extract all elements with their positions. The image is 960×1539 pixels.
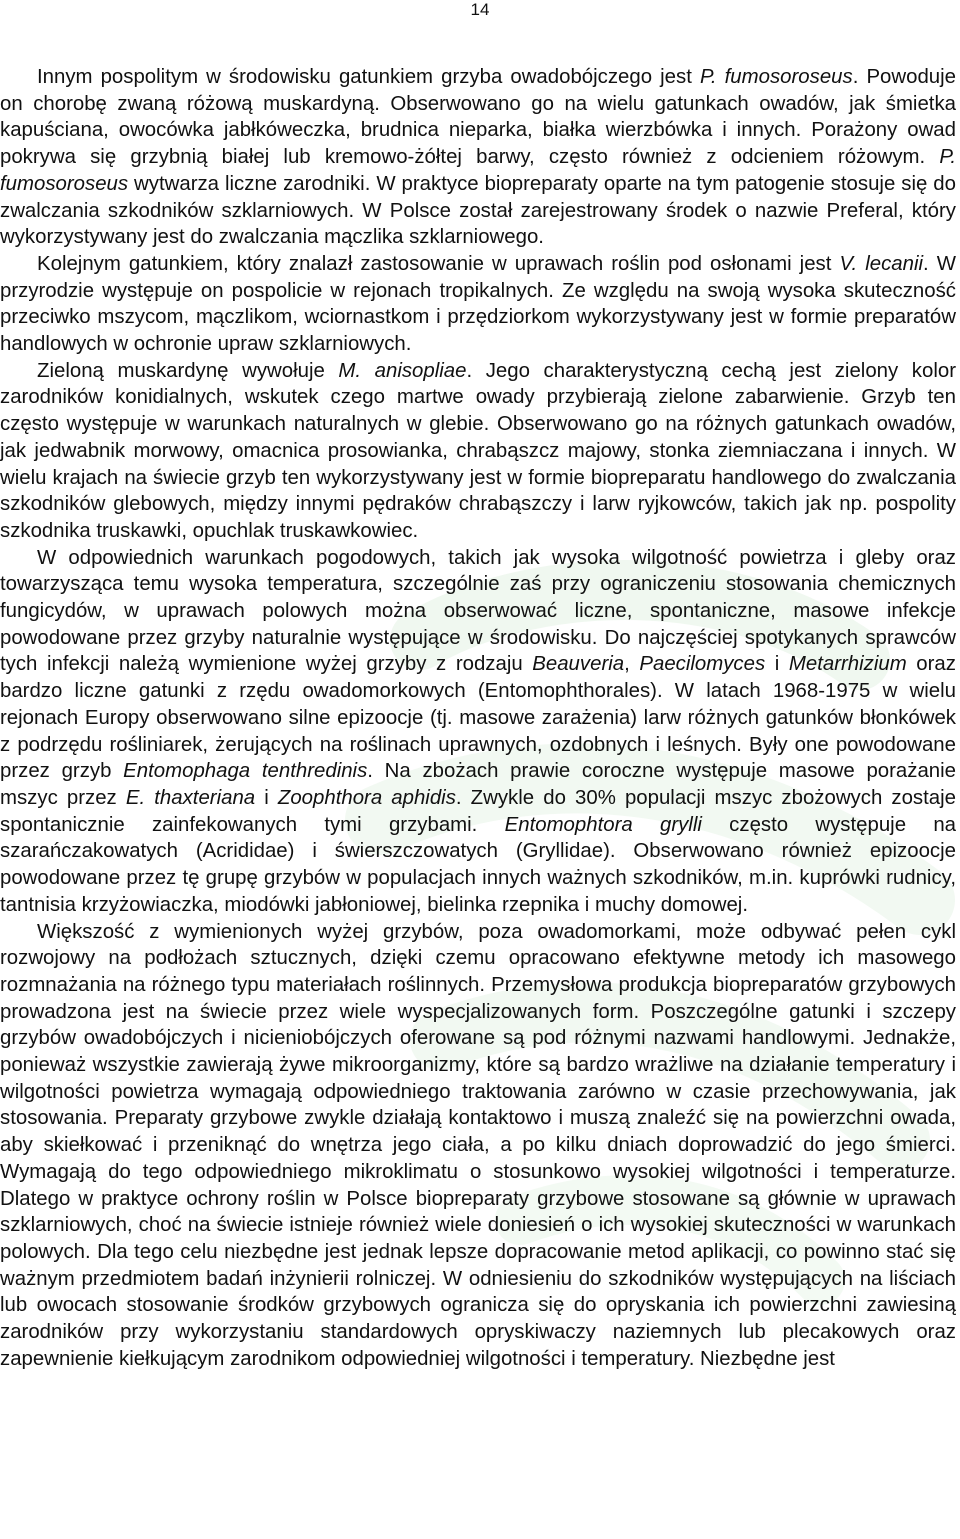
text-segment: oraz bardzo liczne gatunki z rzędu owadomorkowych (Entomophthorales). W latach 1968-1975 w wielu rejonach Europy obserwowano silne epizoocje (tj. masowe zarażenia) larw różnych gatunków błonkówek z podrzędu rośliniarek, żerujących na roślinach uprawnych, ozdobnych i leśnych. Były one powodowane przez grzyb (0, 653, 956, 783)
species-name: P. fumosoroseus (699, 66, 853, 88)
text-segment: Większość z wymienionych wyżej grzybów, poza owadomorkami, może odbywać pełen cykl rozwojowy na podłożach sztucznych, dzięki czemu opracowano efektywne metody ich masowego rozmnażania na różnego typu materiałach roślinnych. Przemysłowa produkcja biopreparatów grzybowych prowadzona jest na świecie przez wiele wyspecjalizowanych form. Poszczególne gatunki i szczepy grzybów owadobójczych i nicieniobójczych oferowane są pod różnymi nazwami handlowymi. Jednakże, ponieważ wszystkie zawierają żywe mikroorganizmy, które są bardzo wrażliwe na działanie temperatury i wilgotności powietrza wymagają odpowiedniego traktowania zarówno w czasie przechowywania, jak stosowania. Preparaty grzybowe zwykle działają kontaktowo i muszą znaleźć się na powierzchni owada, aby skiełkować i przeniknąć do wnętrza jego ciała, a po kilku dniach doprowadzić do jego śmierci. Wymagają do tego odpowiedniego mikroklimatu o stosunkowo wysokiej wilgotności i temperaturze. Dlatego w praktyce ochrony roślin w Polsce biopreparaty grzybowe stosowane są głównie w uprawach szklarniowych, choć na świecie istnieje również wiele doniesień o ich wysokiej skuteczności w warunkach polowych. Dla tego celu niezbędne jest jednak lepsze dopracowanie metod aplikacji, co powinno stać się ważnym przedmiotem badań inżynierii rolniczej. W odniesieniu do szkodników występujących na liściach lub owocach stosowanie środków grzybowych ogranicza się do opryskania ich powierzchni zawiesiną zarodników przy wykorzystaniu standardowych opryskiwaczy naziemnych lub plecakowych oraz zapewnienie kiełkującym zarodnikom odpowiedniej wilgotności i temperatury. Niezbędne jest (0, 920, 956, 1370)
text-segment: i (255, 786, 278, 809)
text-segment: wytwarza liczne zarodniki. W praktyce biopreparaty oparte na tym patogenie stosuje się do zwalczania szkodników szklarniowych. W Polsce został zarejestrowany środek o nazwie Preferal, który wykorzystywany jest do zwalczania mączlika szklarniowego. (0, 172, 956, 249)
text-segment: i (765, 653, 789, 676)
paragraph-2 (0, 251, 956, 358)
text-segment: . Na zbożach prawie coroczne występuje masowe porażanie mszyc przez (0, 760, 956, 809)
species-name: Metarrhizium (788, 653, 907, 676)
species-name: P. fumosoroseus (0, 146, 956, 195)
species-name: Paecilomyces (639, 653, 766, 676)
text-segment: . Zwykle do 30% populacji mszyc zbożowych zostaje spontanicznie zainfekowanych tymi grzybami. (0, 786, 956, 836)
species-name: Zoophthora aphidis (277, 786, 456, 809)
species-name: Beauveria (532, 653, 625, 676)
species-name: V. lecanii (839, 252, 924, 275)
text-segment: . Powoduje on chorobę zwaną różową muskardyną. Obserwowano go na wielu gatunkach owadów, jak śmietka kapuściana, owocówka jabłkóweczka, brudnica nieparka, białka wierzbówka i innych. Porażony owad pokrywa się grzybnią białej lub kremowo-żółtej barwy, często również z odcieniem różowym. (0, 66, 957, 169)
paragraph-1 (0, 64, 956, 251)
paragraph-4 (0, 545, 956, 919)
species-name: E. thaxteriana (125, 786, 256, 809)
text-segment: Zieloną muskardynę wywołuje (37, 359, 339, 382)
species-name: Entomophaga tenthredinis (123, 760, 368, 783)
page-number: 14 (470, 0, 490, 19)
text-segment: często występuje na szarańczakowatych (Acrididae) i świerszczowatych (Gryllidae). Obserwowano również epizoocje powodowane przez tę grupę grzybów w populacjach innych ważnych szkodników, m.in. kuprówki rudnicy, tantnisia krzyżowiaczka, miodówki jabłoniowej, bielinka rzepnika i muchy domowej. (0, 813, 957, 916)
species-name: M. anisopliae (338, 359, 467, 382)
paragraph-3 (0, 358, 956, 545)
paragraph-5 (0, 919, 956, 1373)
text-segment: . Jego charakterystyczną cechą jest zielony kolor zarodników konidialnych, wskutek czego martwe owady przybierają zielone zabarwienie. Grzyb ten często występuje w warunkach naturalnych w glebie. Obserwowano go na różnych gatunkach owadów, jak jedwabnik morwowy, omacnica prosowianka, chrabąszcz majowy, stonka ziemniaczana i innych. W wielu krajach na świecie grzyb ten wykorzystywany jest w formie biopreparatu handlowego do zwalczania szkodników glebowych, między innymi pędraków chrabąszczy i larw ryjkowców, takich jak np. pospolity szkodnika truskawki, opuchlak truskawkowiec. (0, 359, 956, 542)
text-segment: Innym pospolitym w środowisku gatunkiem grzyba owadobójczego jest (37, 66, 700, 88)
species-name: Entomophtora grylli (504, 813, 702, 836)
text-segment: . W przyrodzie występuje on pospolicie w rejonach tropikalnych. Ze względu na swoją wysoka skuteczność przeciwko mszycom, mączlikom, wciornastkom i przędziorkom wykorzystywany jest w formie preparatów handlowych w ochronie upraw szklarniowych. (0, 252, 956, 356)
body-text (0, 64, 956, 1372)
text-segment: W odpowiednich warunkach pogodowych, takich jak wysoka wilgotność powietrza i gleby oraz towarzysząca temu wysoka temperatura, szczególnie zaś przy ograniczeniu stosowania chemicznych fungicydów, w uprawach polowych można obserwować liczne, spontaniczne, masowe infekcje powodowane przez grzyby naturalnie występujące w środowisku. Do najczęściej spotykanych sprawców tych infekcji należą wymienione wyżej grzyby z rodzaju (0, 546, 956, 676)
text-segment: Kolejnym gatunkiem, który znalazł zastosowanie w uprawach roślin pod osłonami jest (37, 252, 840, 275)
text-segment: , (624, 653, 640, 676)
